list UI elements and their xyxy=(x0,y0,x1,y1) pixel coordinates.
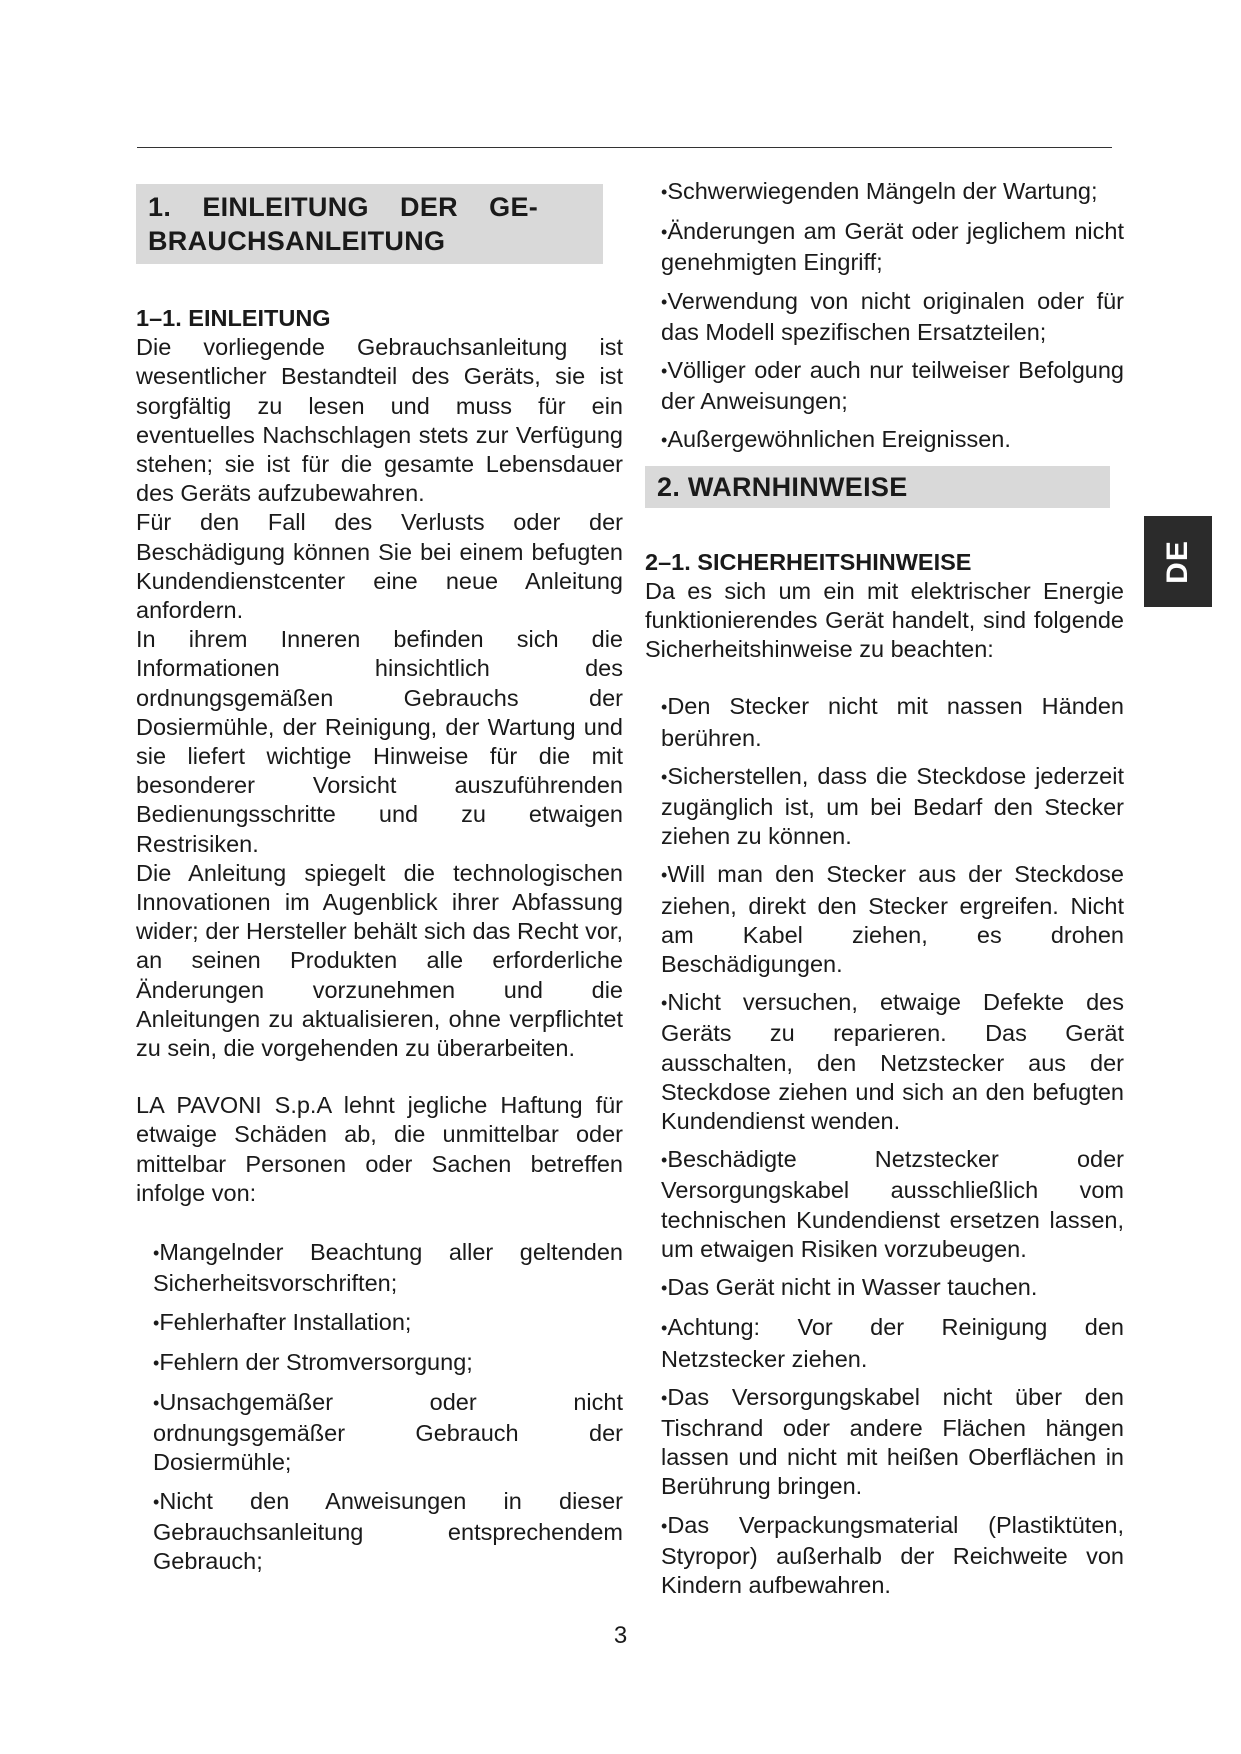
list-item: •Verwendung von nicht originalen oder für das Modell spezifischen Ersatzteilen; xyxy=(661,287,1124,345)
list-item: •Völliger oder auch nur teilweiser Befolgung der Anweisungen; xyxy=(661,357,1124,415)
left-column xyxy=(136,184,623,1585)
list-item: •Schwerwiegenden Mängeln der Wartung; xyxy=(661,178,1098,204)
language-tab xyxy=(1144,516,1212,607)
list-item: •Änderungen am Gerät oder jeglichem nicht genehmigten Eingriff; xyxy=(661,218,1124,276)
list-item: •Fehlerhafter Installation; xyxy=(153,1308,412,1335)
list-item: •Unsachgemäßer oder nicht ordnungsgemäßer Gebrauch der Dosiermühle; xyxy=(153,1388,623,1476)
paragraph-contents: In ihrem Inneren befinden sich die Informationen hinsichtlich des ordnungsgemäßen Gebrauchs der Dosiermühle, der Reinigung, der Wartung und sie liefert wichtige Hinweise für die mit besonderer Vorsicht auszuführenden Bedienungsschritte und zu etwaigen Restrisiken. xyxy=(136,626,623,857)
list-item: •Sicherstellen, dass die Steckdose jederzeit zugänglich ist, um bei Bedarf den Stecker ziehen zu können. xyxy=(661,762,1124,850)
subsection-heading-safety: 2–1. SICHERHEITSHINWEISE xyxy=(645,548,972,575)
list-item: •Mangelnder Beachtung aller geltenden Sicherheitsvorschriften; xyxy=(153,1239,623,1297)
paragraph-innovations: Die Anleitung spiegelt die technologischen Innovationen im Augenblick ihrer Abfassung wider; der Hersteller behält sich das Recht vor, an seinen Produkten alle erforderliche Änderungen vorzunehmen und die Anleitungen zu aktualisieren, ohne verpflichtet zu sein, die vorgehenden zu überarbeiten. xyxy=(136,859,623,1062)
section-heading-introduction-text: 1. EINLEITUNG DER GE- BRAUCHSANLEITUNG xyxy=(148,192,539,256)
section-heading-warnings: 2. WARNHINWEISE xyxy=(645,466,1110,508)
list-item: •Das Verpackungsmaterial (Plastiktüten, Styropor) außerhalb der Reichweite von Kindern aufbewahren. xyxy=(661,1511,1124,1598)
paragraph-manual-importance: Die vorliegende Gebrauchsanleitung ist wesentlicher Bestandteil des Geräts, sie ist sorgfältig zu lesen und muss für ein eventuelles Nachschlagen stets zur Verfügung stehen; sie ist für die gesamte Lebensdauer des Geräts aufzubewahren. xyxy=(136,334,623,507)
paragraph-liability: LA PAVONI S.p.A lehnt jegliche Haftung für etwaige Schäden ab, die unmittelbar oder mittelbar Personen oder Sachen betreffen infolge von: xyxy=(136,1092,623,1206)
list-item: •Fehlern der Stromversorgung; xyxy=(153,1348,473,1375)
list-item: •Achtung: Vor der Reinigung den Netzstecker ziehen. xyxy=(661,1314,1124,1372)
page-number: 3 xyxy=(613,1622,628,1649)
list-item: •Den Stecker nicht mit nassen Händen berühren. xyxy=(661,693,1124,751)
list-item: •Das Gerät nicht in Wasser tauchen. xyxy=(661,1274,1038,1301)
list-item: •Nicht den Anweisungen in dieser Gebrauchsanleitung entsprechendem Gebrauch; xyxy=(153,1487,623,1574)
header-rule xyxy=(137,147,1112,148)
list-item: •Außergewöhnlichen Ereignissen. xyxy=(661,426,1011,453)
paragraph-safety-intro: Da es sich um ein mit elektrischer Energie funktionierendes Gerät handelt, sind folgende Sicherheitshinweise zu beachten: xyxy=(645,577,1124,663)
paragraph-lost-manual: Für den Fall des Verlusts oder der Beschädigung können Sie bei einem befugten Kundendienstcenter eine neue Anleitung anfordern. xyxy=(136,509,623,624)
section-heading-introduction xyxy=(136,184,603,264)
list-item: •Nicht versuchen, etwaige Defekte des Geräts zu reparieren. Das Gerät ausschalten, den Netzstecker aus der Steckdose ziehen und sich an den befugten Kundendienst wenden. xyxy=(661,989,1124,1135)
language-tab-label: DE xyxy=(1161,539,1194,584)
right-column xyxy=(645,177,1124,1609)
list-item: •Beschädigte Netzstecker oder Versorgungskabel ausschließlich vom technischen Kundendienst ersetzen lassen, um etwaigen Risiken vorzubeugen. xyxy=(661,1146,1124,1262)
liability-bullet-list xyxy=(136,1238,623,1576)
subsection-heading-einleitung: 1–1. EINLEITUNG xyxy=(136,305,331,331)
list-item: •Will man den Stecker aus der Steckdose ziehen, direkt den Stecker ergreifen. Nicht am Kabel ziehen, es drohen Beschädigungen. xyxy=(661,861,1124,978)
safety-bullet-list xyxy=(645,692,1124,1600)
liability-bullet-list-continued xyxy=(645,177,1124,457)
list-item: •Das Versorgungskabel nicht über den Tischrand oder andere Flächen hängen lassen und nicht mit heißen Oberflächen in Berührung bringen. xyxy=(661,1383,1124,1500)
